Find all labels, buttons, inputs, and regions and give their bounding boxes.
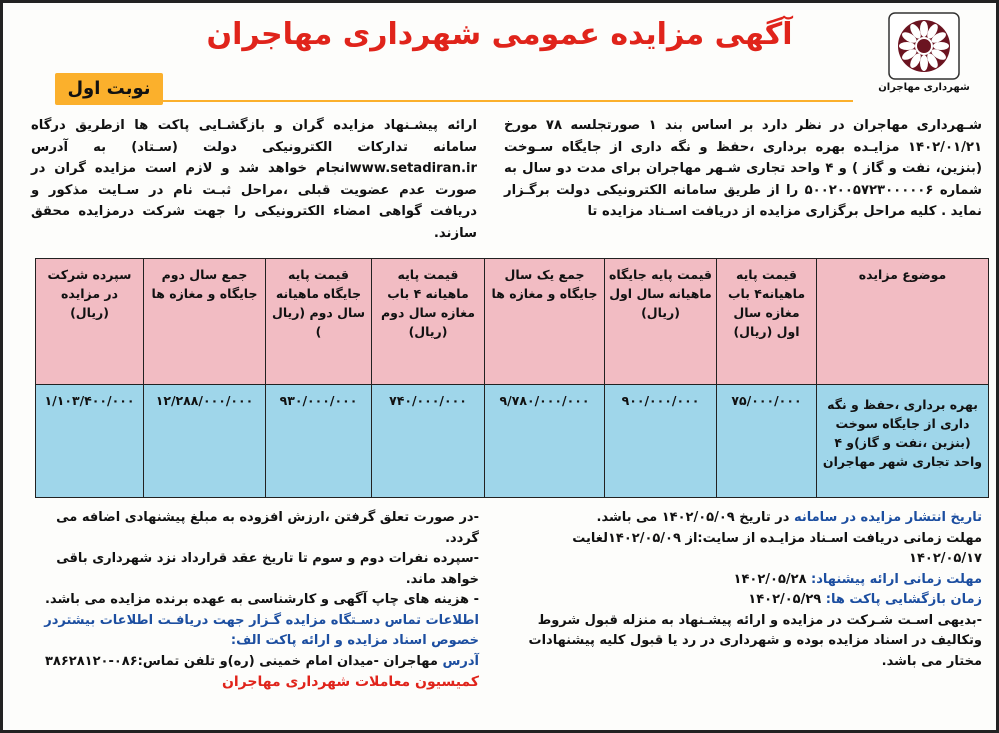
address-text: مهاجران -میدان امام خمینی (ره)و تلفن تماس:۰۸۶-۳۸۶۲۸۱۲۰ (44, 653, 438, 669)
cell-subject: بهره برداری ،حفظ و نگه داری از جایگاه سوخت (بنزین ،نفت و گاز)و ۴ واحد تجاری شهر مهاجران (817, 385, 989, 498)
publish-line (507, 508, 982, 529)
contact-title: اطلاعات تماس دسـتگاه مزایده گـزار جهت دریافـت اطلاعات بیشتردر خصوص اسناد مزایده و ارائه پاکت الف: (44, 612, 479, 648)
logo-caption: شهرداری مهاجران (878, 82, 970, 93)
opening-label: زمان بازگشایی پاکت ها: (825, 592, 982, 607)
setad-url-link[interactable]: www.setadiran.ir (349, 161, 477, 176)
opening-value: ۱۴۰۲/۰۵/۲۹ (748, 592, 822, 607)
deadline-line (507, 570, 982, 591)
docs-period-line: مهلت زمانی دریافت اسـناد مزایـده از سایت:از ۱۴۰۲/۰۵/۰۹لغایت ۱۴۰۲/۰۵/۱۷ (572, 530, 982, 566)
intro-paragraph-left (31, 115, 477, 244)
header-station-monthly-year2: قیمت پایه جایگاه ماهیانه سال دوم (ریال ) (266, 259, 372, 385)
logo-emblem-icon (887, 11, 961, 81)
cell-station-monthly-year2: ۹۳۰/۰۰۰/۰۰۰ (266, 385, 372, 498)
cell-shops-monthly-year2: ۷۴۰/۰۰۰/۰۰۰ (372, 385, 485, 498)
header-subject: موضوع مزایده (817, 259, 989, 385)
notes-section (31, 508, 479, 693)
deposit-note: -سپرده نفرات دوم و سوم تا تاریخ عقد قرارداد نزد شهرداری باقی خواهد ماند. (56, 551, 479, 587)
signature: کمیسیون معاملات شهرداری مهاجران (221, 674, 479, 690)
table-row (36, 385, 989, 498)
cell-total-year2: ۱۲/۲۸۸/۰۰۰/۰۰۰ (144, 385, 266, 498)
dates-section (507, 508, 982, 672)
cost-note: - هزینه های چاپ آگهی و کارشناسی به عهده برنده مزایده می باشد. (45, 592, 479, 607)
municipality-logo (864, 11, 984, 97)
cell-station-monthly-year1: ۹۰۰/۰۰۰/۰۰۰ (605, 385, 717, 498)
deadline-value: ۱۴۰۲/۰۵/۲۸ (733, 571, 807, 587)
conditions-note: -بدیهی اسـت شـرکت در مزایده و ارائه پیشـنهاد به منزله قبول شروط وتکالیف در اسناد مزایده بوده و شهرداری در رد یا قبول کلیه پیشنهادات مختار می باشد. (528, 612, 982, 669)
address-label: آدرس (442, 653, 479, 669)
cell-total-year1: ۹/۷۸۰/۰۰۰/۰۰۰ (485, 385, 605, 498)
vat-note: -در صورت تعلق گرفتن ،ارزش افزوده به مبلغ پیشنهادی اضافه می گردد. (56, 510, 479, 546)
header-total-year2: جمع سال دوم جایگاه و مغازه ها (144, 259, 266, 385)
publish-label: تاریخ انتشار مزایده در سامانه (793, 510, 982, 525)
opening-line (507, 590, 982, 611)
header-shops-monthly-year1: قیمت پایه ماهیانه۴ باب مغازه سال اول (ریال) (717, 259, 817, 385)
address-line (31, 652, 479, 673)
badge-divider (163, 100, 853, 102)
cell-shops-monthly-year1: ۷۵/۰۰۰/۰۰۰ (717, 385, 817, 498)
intro-paragraph-right: شـهرداری مهاجران در نظر دارد بر اساس بند ۱ صورتجلسه ۷۸ مورخ ۱۴۰۲/۰۱/۲۱ مزایـده بهره برداری ،حفظ و نگه داری از جایگاه سـوخت (بنزین، نفت و گاز ) و ۴ واحد تجاری شـهر مهاجران برای مدت دو سال به شماره ۵۰۰۲۰۰۵۷۲۳۰۰۰۰۰۶ را از طریق سامانه الکترونیکی دولت برگـزار نماید . کلیه مراحل برگزاری مزایده از دریافت اسـناد مزایده تا (504, 118, 982, 219)
publish-text: در تاریخ ۱۴۰۲/۰۵/۰۹ می باشد. (596, 510, 790, 525)
table-header-row (36, 259, 989, 385)
header-total-year1: جمع یک سال جایگاه و مغازه ها (485, 259, 605, 385)
deadline-label: مهلت زمانی ارائه پیشنهاد: (811, 571, 982, 587)
page-title: آگهی مزایده عمومی شهرداری مهاجران (206, 17, 793, 52)
header-shops-monthly-year2: قیمت پایه ماهیانه ۴ باب مغازه سال دوم (ریال) (372, 259, 485, 385)
intro-left-text: ارائه پیشـنهاد مزایده گران و بازگشـایی پاکت ها ازطریق درگاه سامانه تدارکات الکترونیکی دولت (سـتاد) به آدرس (31, 118, 477, 155)
cell-deposit: ۱/۱۰۳/۴۰۰/۰۰۰ (36, 385, 144, 498)
auction-table (35, 258, 989, 498)
header-station-monthly-year1: قیمت پایه جایگاه ماهیانه سال اول (ریال) (605, 259, 717, 385)
intro-left-text-continued: انجام خواهد شد و لازم است مزایده گران در صورت عدم عضویت قبلی ،مراحل ثبـت نام در سـایت مذکور و دریافت گواهی امضاء الکترونیکی را جهت شرکت درمزایده محقق سازند. (31, 161, 477, 241)
round-badge: نوبت اول (55, 73, 163, 105)
header-deposit: سپرده شرکت در مزایده (ریال) (36, 259, 144, 385)
